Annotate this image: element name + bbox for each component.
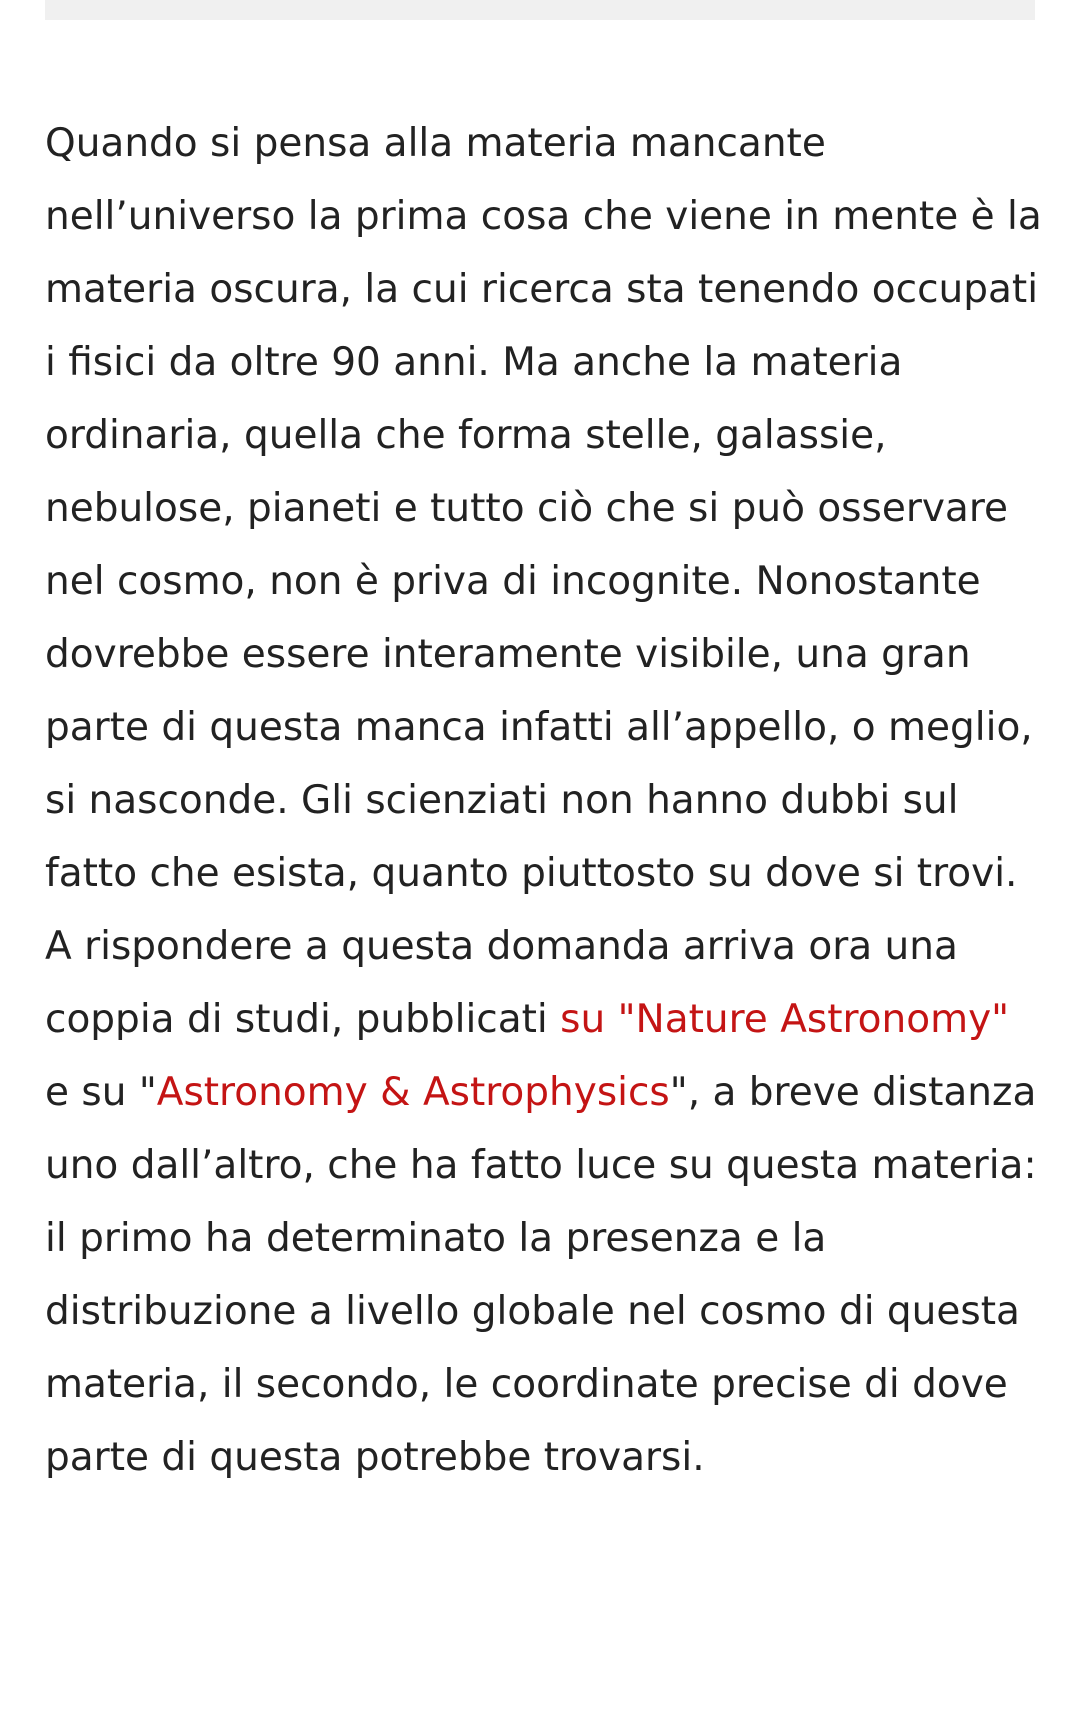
article-text-part-3: ", a breve distanza uno dall’altro, che ha fatto luce su questa materia: il primo ha determinato la presenza e la distribuzione a livello globale nel cosmo di questa materia, il secondo, le coordinate precise di dove parte di questa potrebbe trovarsi. [45, 1070, 1037, 1480]
link-nature-astronomy[interactable]: su "Nature Astronomy" [560, 997, 1010, 1042]
article-text-part-2: e su " [45, 1070, 157, 1115]
article-text-part-1: Quando si pensa alla materia mancante nell’universo la prima cosa che viene in mente è la materia oscura, la cui ricerca sta tenendo occupati i fisici da oltre 90 anni. Ma anche la materia ordinaria, quella che forma stelle, galassie, nebulose, pianeti e tutto ciò che si può osservare nel cosmo, non è priva di incognite. Nonostante dovrebbe essere interamente visibile, una gran parte di questa manca infatti all’appello, o meglio, si nasconde. Gli scienziati non hanno dubbi sul fatto che esista, quanto piuttosto su dove si trovi. A rispondere a questa domanda arriva ora una coppia di studi, pubblicati [45, 121, 1042, 1042]
top-divider-bar [45, 0, 1035, 20]
article-paragraph [45, 107, 1045, 1494]
link-astronomy-astrophysics[interactable]: Astronomy & Astrophysics [156, 1070, 670, 1115]
